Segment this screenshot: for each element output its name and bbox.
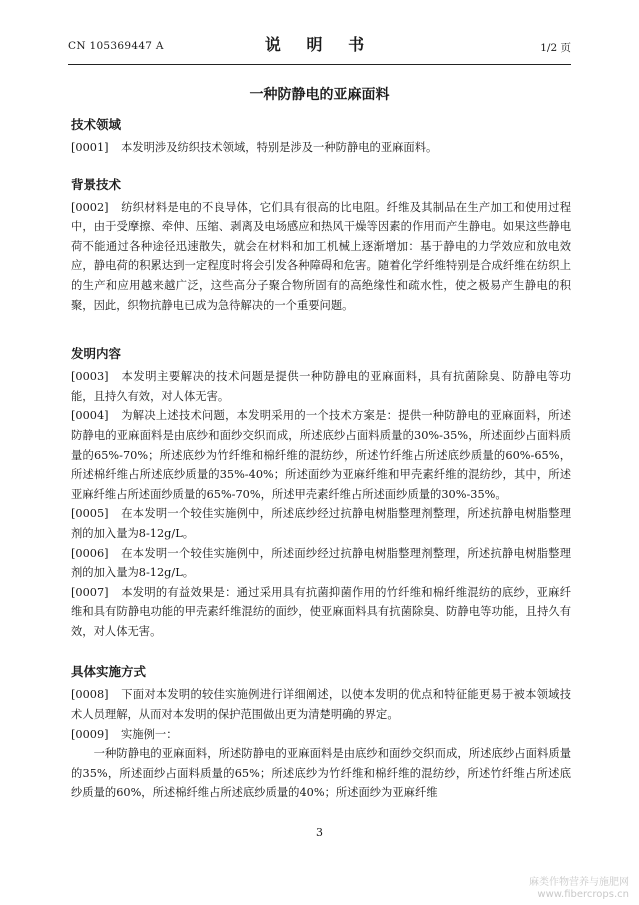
paragraph-0008 (71, 685, 571, 724)
paragraph-text: 为解决上述技术问题，本发明采用的一个技术方案是：提供一种防静电的亚麻面料，所述防静电的亚麻面料是由底纱和面纱交织而成，所述底纱占面料质量的30%-35%，所述面纱占面料质量的65%-70%；所述底纱为竹纤维和棉纤维的混纺纱，所述竹纤维占所述底纱质量的60%-65%，所述棉纤维占所述底纱质量的35%-40%；所述面纱为亚麻纤维和甲壳素纤维的混纺纱，其中，所述亚麻纤维占所述面纱质量的65%-70%，所述甲壳素纤维占所述面纱质量的30%-35%。 (71, 409, 571, 501)
paragraph-text: 在本发明一个较佳实施例中，所述底纱经过抗静电树脂整理剂整理，所述抗静电树脂整理剂的加入量为8-12g/L。 (71, 507, 571, 540)
paragraph-text: 本发明涉及纺织技术领域，特别是涉及一种防静电的亚麻面料。 (121, 141, 438, 154)
section-heading-embodiment: 具体实施方式 (71, 664, 147, 680)
section-heading-tech-field: 技术领域 (71, 117, 122, 132)
document-header (68, 30, 571, 65)
paragraph-0003 (71, 367, 571, 406)
paragraph-number: [0001] (71, 141, 109, 154)
paragraph-0005 (71, 504, 571, 543)
document-body (71, 116, 571, 803)
site-watermark (529, 877, 629, 901)
paragraph-0006 (71, 544, 571, 583)
document-type: 说 明 书 (264, 35, 375, 54)
paragraph-number: [0007] (71, 585, 109, 599)
watermark-url: www.fibercrops.cn (537, 889, 629, 900)
paragraph-text: 下面对本发明的较佳实施例进行详细阐述，以使本发明的优点和特征能更易于被本领域技术人员理解，从而对本发明的保护范围做出更为清楚明确的界定。 (71, 688, 571, 722)
paragraph-0004 (71, 406, 571, 504)
watermark-site-name: 麻类作物营养与施肥网 (529, 877, 629, 888)
paragraph-number: [0004] (71, 409, 109, 423)
page-number: 3 (316, 826, 323, 839)
paragraph-number: [0008] (71, 688, 109, 702)
paragraph-number: [0005] (71, 507, 109, 521)
document-title: 一种防静电的亚麻面料 (249, 87, 390, 103)
paragraph-0002 (71, 198, 571, 316)
patent-number: CN 105369447 A (68, 40, 164, 52)
paragraph-number: [0006] (71, 546, 109, 560)
paragraph-text: 纺织材料是电的不良导体，它们具有很高的比电阻。纤维及其制品在生产加工和使用过程中，由于受摩擦、牵伸、压缩、剥离及电场感应和热风干燥等因素的作用而产生静电。如果这些静电荷不能通过各种途径迅速散失，就会在材料和加工机械上逐渐增加：基于静电的力学效应和放电效应，静电荷的积累达到一定程度时将会引发各种障碍和危害。随着化学纤维特别是合成纤维在纺织上的生产和应用越来越广泛，这些高分子聚合物所固有的高绝缘性和疏水性，使之极易产生静电的积聚，因此，织物抗静电已成为急待解决的一个重要问题。 (71, 200, 571, 312)
paragraph-text: 本发明的有益效果是：通过采用具有抗菌抑菌作用的竹纤维和棉纤维混纺的底纱，亚麻纤维和具有防静电功能的甲壳素纤维混纺的面纱，使亚麻面料具有抗菌除臭、防静电等功能，且持久有效，对人体无害。 (71, 585, 571, 638)
paragraph-text: 本发明主要解决的技术问题是提供一种防静电的亚麻面料，具有抗菌除臭、防静电等功能，且持久有效，对人体无害。 (71, 370, 571, 403)
paragraph-number: [0009] (71, 727, 109, 741)
paragraph-number: [0003] (71, 370, 109, 384)
section-heading-invention: 发明内容 (71, 346, 122, 362)
section-heading-background: 背景技术 (71, 176, 122, 192)
paragraph-number: [0002] (71, 200, 109, 214)
paragraph-text: 实施例一： (121, 727, 178, 741)
paragraph-0009 (71, 725, 571, 745)
paragraph-continuation: 一种防静电的亚麻面料，所述防静电的亚麻面料是由底纱和面纱交织而成，所述底纱占面料质量的35%，所述面纱占面料质量的65%；所述底纱为竹纤维和棉纤维的混纺纱，所述竹纤维占所述底纱质量的60%，所述棉纤维占所述底纱质量的40%；所述面纱为亚麻纤维 (71, 747, 571, 800)
page-info: 1/2 页 (540, 42, 571, 54)
paragraph-text: 在本发明一个较佳实施例中，所述面纱经过抗静电树脂整理剂整理，所述抗静电树脂整理剂的加入量为8-12g/L。 (71, 546, 571, 580)
paragraph-0001 (71, 138, 571, 158)
paragraph-0007 (71, 583, 571, 642)
